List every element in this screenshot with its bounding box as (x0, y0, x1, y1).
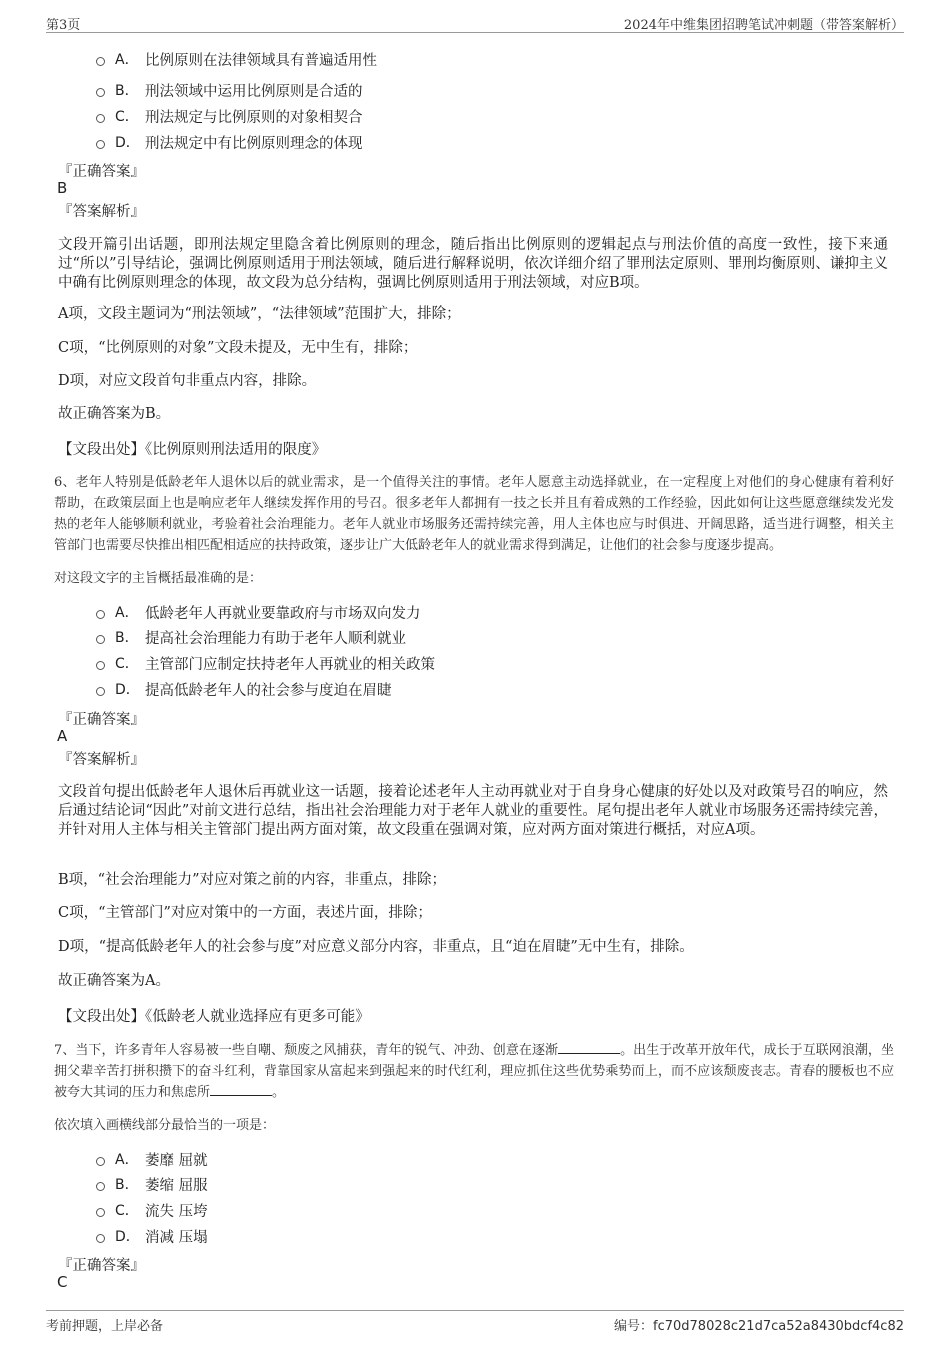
q5-option-b[interactable] (96, 79, 363, 101)
radio-icon[interactable] (96, 1157, 105, 1166)
fill-blank (210, 1083, 272, 1096)
analysis-paragraph: 故正确答案为B。 (58, 406, 171, 422)
option-letter: A． (115, 1152, 139, 1168)
radio-icon[interactable] (96, 661, 105, 670)
analysis-label: 『答案解析』 (58, 752, 145, 768)
q6-option-d[interactable] (96, 678, 392, 700)
analysis-label: 『答案解析』 (58, 204, 145, 220)
document-code (614, 1315, 904, 1334)
answer-label: 『正确答案』 (58, 164, 145, 180)
option-text: 提高社会治理能力有助于老年人顺利就业 (145, 630, 406, 647)
code-label: 编号： (614, 1319, 654, 1334)
option-letter: B． (115, 83, 139, 99)
analysis-paragraph: D项，对应文段首句非重点内容，排除。 (58, 373, 317, 389)
option-text: 刑法规定中有比例原则理念的体现 (145, 135, 363, 152)
page-footer (46, 1310, 904, 1335)
option-letter: A． (115, 605, 139, 621)
page-number: 第3页 (46, 18, 81, 33)
q7-option-a[interactable] (96, 1148, 208, 1170)
radio-icon[interactable] (96, 140, 105, 149)
option-text: 消减 压塌 (145, 1229, 208, 1246)
q6-option-c[interactable] (96, 652, 435, 674)
q5-option-c[interactable] (96, 105, 363, 127)
option-text: 流失 压垮 (145, 1203, 208, 1220)
option-letter: B． (115, 630, 139, 646)
option-text: 低龄老年人再就业要靠政府与市场双向发力 (145, 605, 421, 622)
stem-part: 。出生于改革开放年代，成长于互联网浪潮，坐拥父辈辛苦打拼积攒下的奋斗红利，背靠国家从富起来到强起来的时代红利，理应抓住这些优势乘势而上，而不应该颓废丧志。青春的腰板也不应被夸大其词的压力和焦虑所 (54, 1043, 894, 1100)
radio-icon[interactable] (96, 687, 105, 696)
question-stem: 6、老年人特别是低龄老年人退休以后的就业需求，是一个值得关注的事情。老年人愿意主动选择就业，在一定程度上对他们的身心健康有着利好帮助，在政策层面上也是响应老年人继续发挥作用的号召。很多老年人都拥有一技之长并且有着成熟的工作经验，因此如何让这些愿意继续发光发热的老年人能够顺利就业，考验着社会治理能力。老年人就业市场服务还需持续完善，用人主体也应与时俱进、开阔思路，适当进行调整，相关主管部门也需要尽快推出相匹配相适应的扶持政策，逐步让广大低龄老年人的就业需求得到满足，让他们的社会参与度逐步提高。 (54, 475, 894, 553)
option-text: 萎靡 屈就 (145, 1152, 208, 1169)
analysis-paragraph: B项，“社会治理能力”对应对策之前的内容，非重点，排除； (58, 872, 446, 888)
source-citation: 【文段出处】《低龄老人就业选择应有更多可能》 (58, 1009, 370, 1025)
fill-blank (558, 1041, 620, 1054)
source-citation: 【文段出处】《比例原则刑法适用的限度》 (58, 442, 327, 458)
analysis-paragraph: 文段首句提出低龄老年人退休后再就业这一话题，接着论述老年人主动再就业对于自身身心健康的好处以及对政策号召的响应，然后通过结论词“因此”对前文进行总结，指出社会治理能力对于老年人就业的重要性。尾句提出老年人就业市场服务还需持续完善，并针对用人主体与相关主管部门提出两方面对策，故文段重在强调对策，应对两方面对策进行概括，对应A项。 (58, 784, 888, 838)
document-title: 2024年中维集团招聘笔试冲刺题（带答案解析） (623, 18, 904, 33)
option-text: 刑法领域中运用比例原则是合适的 (145, 83, 363, 100)
question-prompt: 对这段文字的主旨概括最准确的是： (54, 571, 263, 586)
analysis-paragraph: A项，文段主题词为“刑法领域”，“法律领域”范围扩大，排除； (58, 306, 461, 322)
option-letter: D． (115, 682, 140, 698)
analysis-paragraph: D项，“提高低龄老年人的社会参与度”对应意义部分内容，非重点，且“迫在眉睫”无中生有，排除。 (58, 939, 694, 955)
answer-value: A (57, 727, 68, 745)
answer-label: 『正确答案』 (58, 1258, 145, 1274)
analysis-paragraph: 文段开篇引出话题，即刑法规定里隐含着比例原则的理念，随后指出比例原则的逻辑起点与刑法价值的高度一致性，接下来通过“所以”引导结论，强调比例原则适用于刑法领域，随后进行解释说明，依次详细介绍了罪刑法定原则、罪刑均衡原则、谦抑主义中确有比例原则理念的体现，故文段为总分结构，强调比例原则适用于刑法领域，对应B项。 (58, 237, 888, 291)
radio-icon[interactable] (96, 610, 105, 619)
option-text: 比例原则在法律领域具有普遍适用性 (145, 52, 377, 69)
question-prompt: 依次填入画横线部分最恰当的一项是： (54, 1118, 276, 1133)
q5-option-d[interactable] (96, 131, 363, 153)
radio-icon[interactable] (96, 57, 105, 66)
radio-icon[interactable] (96, 1182, 105, 1191)
option-letter: C． (115, 1203, 139, 1219)
footer-slogan: 考前押题，上岸必备 (46, 1319, 164, 1334)
option-text: 主管部门应制定扶持老年人再就业的相关政策 (145, 656, 435, 673)
question-stem (54, 1040, 894, 1103)
option-text: 刑法规定与比例原则的对象相契合 (145, 109, 363, 126)
option-text: 萎缩 屈服 (145, 1177, 208, 1194)
answer-value: C (57, 1273, 68, 1291)
stem-part: 7、当下，许多青年人容易被一些自嘲、颓废之风捕获，青年的锐气、冲劲、创意在逐渐 (54, 1043, 559, 1058)
stem-part: 。 (272, 1085, 286, 1100)
q7-option-b[interactable] (96, 1173, 208, 1195)
q6-option-b[interactable] (96, 626, 406, 648)
q6-option-a[interactable] (96, 601, 421, 623)
radio-icon[interactable] (96, 88, 105, 97)
option-letter: C． (115, 656, 139, 672)
option-letter: B． (115, 1177, 139, 1193)
analysis-paragraph: C项，“主管部门”对应对策中的一方面，表述片面，排除； (58, 905, 432, 921)
analysis-paragraph: C项，“比例原则的对象”文段未提及，无中生有，排除； (58, 340, 418, 356)
option-text: 提高低龄老年人的社会参与度迫在眉睫 (145, 682, 392, 699)
radio-icon[interactable] (96, 635, 105, 644)
analysis-paragraph: 故正确答案为A。 (58, 973, 170, 989)
answer-label: 『正确答案』 (58, 712, 145, 728)
q5-option-a[interactable] (96, 48, 377, 70)
radio-icon[interactable] (96, 114, 105, 123)
q7-option-c[interactable] (96, 1199, 208, 1221)
option-letter: D． (115, 135, 140, 151)
radio-icon[interactable] (96, 1208, 105, 1217)
q7-option-d[interactable] (96, 1225, 208, 1247)
code-value: fc70d78028c21d7ca52a8430bdcf4c82 (653, 1319, 904, 1334)
page-header (46, 12, 904, 33)
option-letter: C． (115, 109, 139, 125)
option-letter: A． (115, 52, 139, 68)
radio-icon[interactable] (96, 1234, 105, 1243)
answer-value: B (57, 179, 68, 197)
option-letter: D． (115, 1229, 140, 1245)
